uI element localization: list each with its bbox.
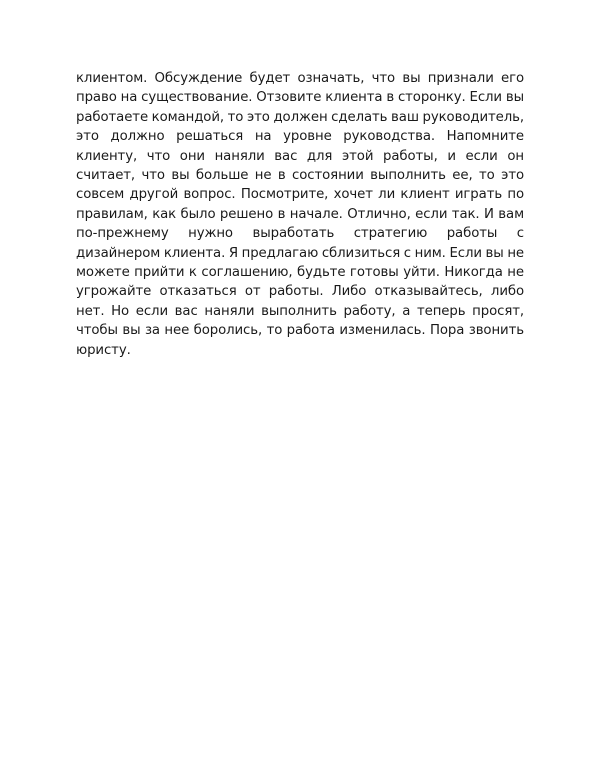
body-paragraph: клиентом. Обсуждение будет означать, что вы признали его право на существование. Отзовите клиента в сторонку. Если вы работаете командой, то это должен сделать ваш руководитель, это должно решаться на уровне руководства. Напомните клиенту, что они наняли вас для этой работы, и если он считает, что вы больше не в состоянии выполнить ее, то это совсем другой вопрос. Посмотрите, хочет ли клиент играть по правилам, как было решено в начале. Отлично, если так. И вам по-прежнему нужно выработать стратегию работы с дизайнером клиента. Я предлагаю сблизиться с ним. Если вы не можете прийти к соглашению, будьте готовы уйти. Никогда не угрожайте отказаться от работы. Либо отказывайтесь, либо нет. Но если вас наняли выполнить работу, а теперь просят, чтобы вы за нее боролись, то работа изменилась. Пора звонить юристу.	[76, 71, 524, 358]
